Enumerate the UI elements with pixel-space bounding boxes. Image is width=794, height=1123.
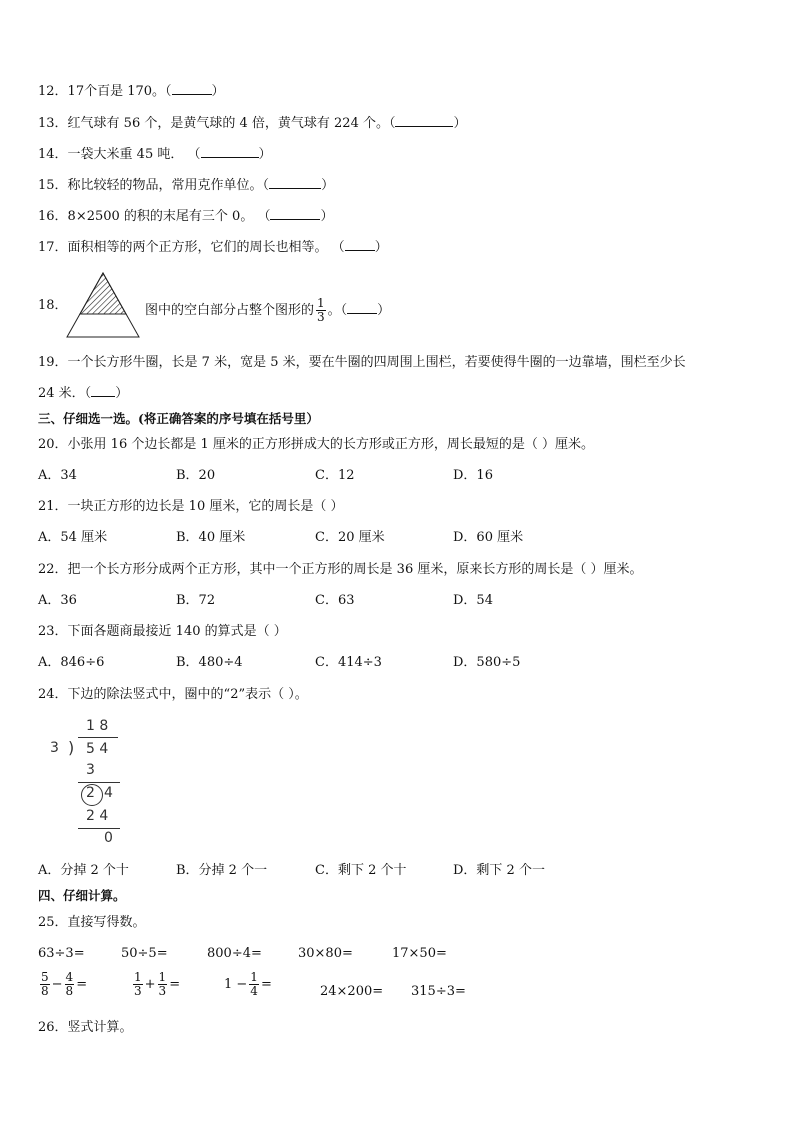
fraction-denominator: 3 [317,310,325,324]
division-bracket: ) [68,738,75,757]
option-c[interactable]: C．12 [315,468,355,483]
question-number: 16． [38,209,68,224]
option-b[interactable]: B．分掉 2 个一 [176,863,268,878]
fraction-numerator: 1 [317,296,325,310]
question-12 [38,82,225,101]
hatched-region [80,273,126,314]
section-3-title: 三、仔细选一选。(将正确答案的序号填在括号里） [38,411,319,426]
operator: + [144,977,156,992]
option-a[interactable]: A．34 [38,468,77,483]
question-15 [38,176,334,195]
option-a[interactable]: A．846÷6 [38,655,105,670]
fraction-denominator: 8 [65,984,74,998]
division-bar [78,737,118,738]
question-text: 17个百是 170。（ [67,84,172,99]
close-paren: ） [453,116,467,131]
step2-product: 2 4 [86,808,109,824]
triangle-figure [66,272,140,338]
question-number: 13． [38,116,68,131]
calc-item: 315÷3= [411,984,466,999]
option-a[interactable]: A．分掉 2 个十 [38,863,129,878]
fraction-denominator: 8 [41,984,49,998]
fraction-numerator: 1 [250,970,258,984]
fraction-numerator: 4 [65,970,74,984]
question-number: 14． [38,147,68,162]
option-b[interactable]: B．40 厘米 [176,530,246,545]
question-20: 20．小张用 16 个边长都是 1 厘米的正方形拼成大的长方形或正方形，周长最短的是（ ）厘米。 [38,437,595,452]
question-23: 23．下面各题商最接近 140 的算式是（ ） [38,624,287,639]
answer-blank[interactable] [345,238,375,251]
option-d[interactable]: D．54 [453,593,493,608]
option-c[interactable]: C．剩下 2 个十 [315,863,407,878]
close-paren: ） [320,209,334,224]
dividend: 5 4 [86,741,109,757]
fraction-denominator: 3 [158,984,167,998]
option-b[interactable]: B．20 [176,468,216,483]
question-17 [38,238,388,257]
step1-line [78,782,120,783]
fraction [316,297,326,324]
question-22: 22．把一个长方形分成两个正方形，其中一个正方形的周长是 36 厘米，原来长方形的周长是（ ）厘米。 [38,562,643,577]
fraction-numerator: 5 [41,970,49,984]
row2-digit: 4 [104,785,113,801]
option-a[interactable]: A．54 厘米 [38,530,108,545]
fraction-denominator: 4 [250,984,258,998]
question-number: 12． [38,84,68,99]
fraction [40,971,50,998]
calc-item: 50÷5= [121,946,168,961]
option-a[interactable]: A．36 [38,593,77,608]
question-number: 15． [38,178,68,193]
operator: − [51,977,63,992]
option-b[interactable]: B．480÷4 [176,655,243,670]
divisor: 3 [50,740,59,756]
option-c[interactable]: C．63 [315,593,355,608]
long-division-figure [44,716,154,856]
close-paren: ） [115,386,129,401]
option-d[interactable]: D．60 厘米 [453,530,524,545]
question-text-after: 。（ [327,303,348,318]
question-text: 红气球有 56 个，是黄气球的 4 倍，黄气球有 224 个。（ [67,116,396,131]
question-18-text [145,297,390,324]
calc-item: 30×80= [298,946,353,961]
fraction [133,971,143,998]
answer-blank[interactable] [270,207,320,220]
equals: = [76,977,88,992]
close-paren: ） [258,147,272,162]
answer-blank[interactable] [269,176,321,189]
quotient: 1 8 [86,718,109,734]
question-number: 19． [38,355,68,370]
circled-digit: 2 [86,785,95,801]
option-d[interactable]: D．剩下 2 个一 [453,863,545,878]
option-c[interactable]: C．414÷3 [315,655,382,670]
question-text: 一个长方形牛圈，长是 7 米，宽是 5 米，要在牛圈的四周围上围栏，若要使得牛圈的一边靠墙，围栏至少长 [67,355,686,370]
question-text: 8×2500 的积的末尾有三个 0。 （ [67,209,271,224]
calc-item: 17×50= [392,946,447,961]
question-21: 21．一块正方形的边长是 10 厘米，它的周长是（ ） [38,499,344,514]
option-d[interactable]: D．580÷5 [453,655,521,670]
answer-blank[interactable] [395,114,453,127]
option-d[interactable]: D．16 [453,468,493,483]
question-19-line2 [38,384,128,403]
question-14 [38,145,272,164]
equals: = [260,977,272,992]
question-18-number [38,297,68,315]
answer-blank[interactable] [347,301,377,314]
close-paren: ） [374,240,388,255]
option-c[interactable]: C．20 厘米 [315,530,385,545]
question-text: 图中的空白部分占整个图形的 [145,303,315,318]
answer-blank[interactable] [201,145,259,158]
fraction [65,971,75,998]
fraction-denominator: 3 [134,984,142,998]
fraction-numerator: 1 [158,970,167,984]
close-paren: ） [211,84,225,99]
calc-item: 24×200= [320,984,384,999]
question-number: 18． [38,298,68,313]
question-number: 17． [38,240,68,255]
option-b[interactable]: B．72 [176,593,216,608]
close-paren: ） [377,303,391,318]
question-text: 24 米．（ [38,386,92,401]
question-text: 一袋大米重 45 吨． （ [67,147,201,162]
step1-product: 3 [86,762,95,778]
calc-item: 63÷3= [38,946,85,961]
fraction [249,971,259,998]
question-text: 面积相等的两个正方形，它们的周长也相等。 （ [67,240,345,255]
question-25: 25．直接写得数。 [38,915,146,930]
remainder: 0 [104,830,113,846]
calc-fraction-2 [131,971,180,998]
question-text: 称比较轻的物品，常用克作单位。（ [67,178,270,193]
answer-blank[interactable] [91,384,115,397]
answer-blank[interactable] [172,82,212,95]
question-16 [38,207,333,226]
calc-item: 800÷4= [207,946,262,961]
question-24: 24．下边的除法竖式中，圈中的“2”表示（ ）。 [38,687,308,702]
question-26: 26．竖式计算。 [38,1020,133,1035]
equals: = [169,977,181,992]
fraction [158,971,168,998]
lead-term: 1 − [224,977,248,992]
fraction-numerator: 1 [134,970,142,984]
question-13 [38,114,466,133]
question-19-line1 [38,354,686,372]
calc-fraction-1 [38,971,87,998]
section-4-title: 四、仔细计算。 [38,888,126,903]
close-paren: ） [321,178,335,193]
calc-fraction-3 [224,971,272,998]
step2-line [78,828,120,829]
